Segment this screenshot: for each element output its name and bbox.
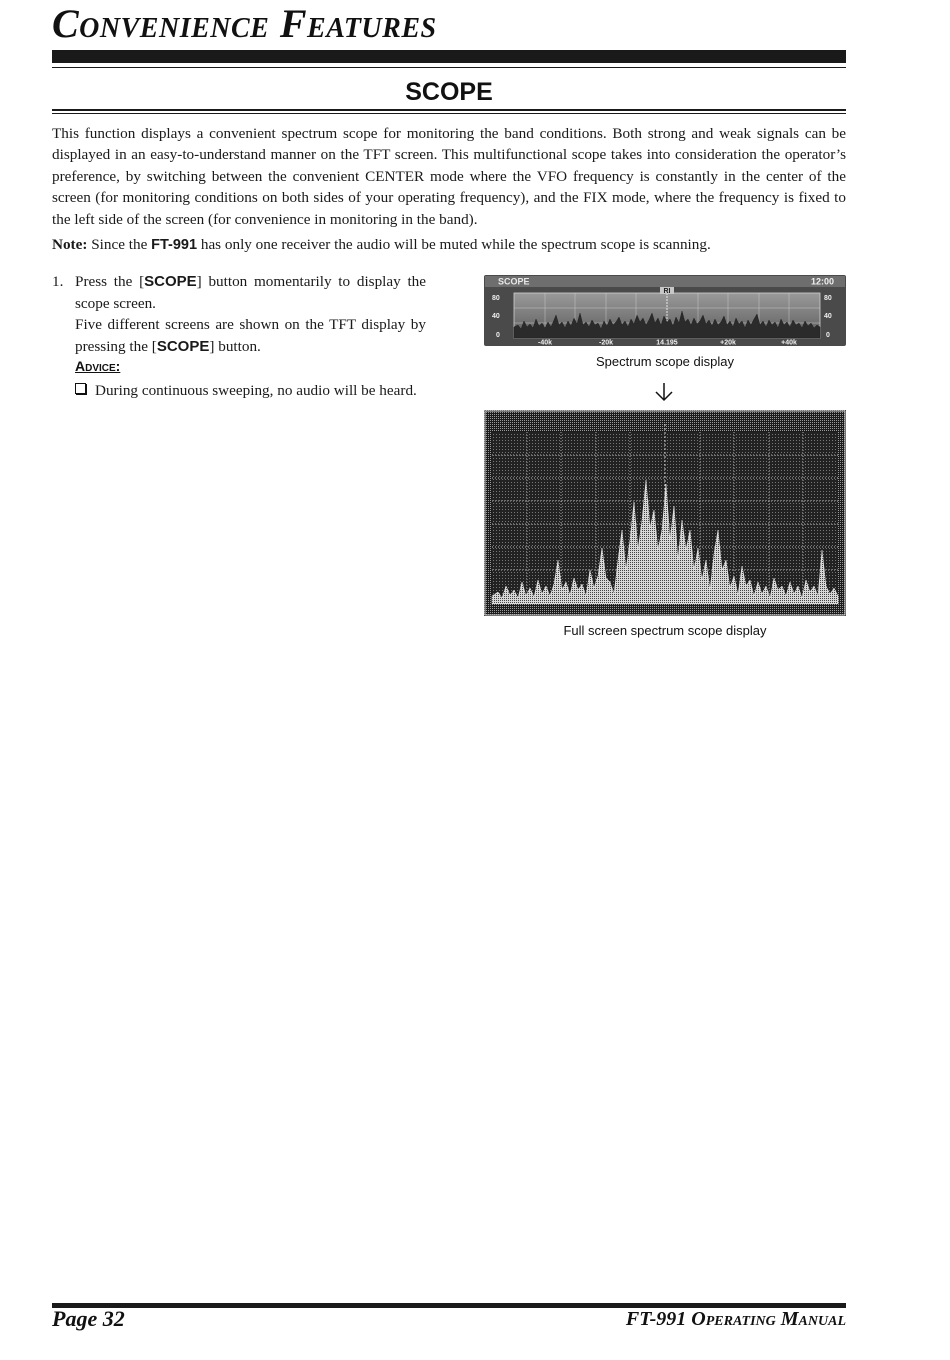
note-text-before: Since the <box>87 236 152 253</box>
footer-page-number: Page 32 <box>52 1306 125 1331</box>
scope-x-tick-4: +20k <box>720 339 736 346</box>
step-number: 1. <box>52 273 64 290</box>
full-screen-scope-image <box>484 410 846 616</box>
spectrum-scope-image <box>484 275 846 346</box>
scope-y-tick-0-left: 0 <box>496 332 500 339</box>
scope-key-label: SCOPE <box>144 273 197 290</box>
step-1 <box>52 271 426 357</box>
scope-y-tick-80-right: 80 <box>824 295 832 302</box>
scope-x-tick-5: +40k <box>781 339 797 346</box>
intro-paragraph: This function displays a convenient spectrum scope for monitoring the band conditions. Both strong and weak signals can be displayed in an easy-to-understand manner on the TFT screen. This multifunctional scope takes into consideration the operator’s preference, by switching between the convenient CENTER mode where the VFO frequency is constantly in the center of the screen (for monitoring conditions on both sides of your operating frequency), and the FIX mode, where the frequency is fixed to the left side of the screen (for convenience in monitoring in the band). <box>52 125 846 228</box>
section-title: SCOPE <box>405 78 493 106</box>
header-thick-rule <box>52 50 846 63</box>
down-arrow-icon <box>653 382 675 402</box>
note-paragraph <box>52 234 846 256</box>
scope-x-tick-2: -20k <box>598 339 614 346</box>
scope-marker-label: RI <box>663 288 671 295</box>
scope-time-label: 12:00 <box>810 276 834 287</box>
scope-key-label-2: SCOPE <box>156 337 210 355</box>
advice-label: Advice: <box>75 358 121 374</box>
scope-y-tick-40-right: 40 <box>824 313 832 320</box>
spectrum-scope-caption: Spectrum scope display <box>595 354 734 369</box>
step-line-1: Press the [SCOPE] button momentarily to display the scope screen. <box>75 273 426 312</box>
section-rule-lower <box>52 113 846 114</box>
note-model: FT-991 <box>151 237 198 253</box>
checkbox-bullet-icon <box>75 383 86 394</box>
step-body <box>75 271 426 357</box>
note-text-after: has only one receiver the audio will be muted while the spectrum scope is scanning. <box>197 236 711 253</box>
page-header-title: Convenience Features <box>52 1 437 46</box>
footer-manual-title: FT-991 Operating Manual <box>625 1308 846 1330</box>
header-thin-rule <box>52 67 846 68</box>
note-label: Note: <box>52 236 88 253</box>
scope-x-tick-3: 14.195 <box>656 339 678 346</box>
advice-item-text: During continuous sweeping, no audio will be heard. <box>95 382 417 399</box>
scope-y-tick-0-right: 0 <box>826 332 830 339</box>
scope-y-tick-40-left: 40 <box>492 313 500 320</box>
scope-x-tick-1: -40k <box>537 339 553 346</box>
full-screen-scope-caption: Full screen spectrum scope display <box>563 623 767 638</box>
section-rule-upper <box>52 109 846 111</box>
advice-item <box>75 380 417 401</box>
scope-y-tick-80-left: 80 <box>492 295 500 302</box>
scope-title-label: SCOPE <box>498 276 530 287</box>
step-line-2: Five different screens are shown on the TFT display by pressing the [SCOPE] button. <box>75 316 426 355</box>
